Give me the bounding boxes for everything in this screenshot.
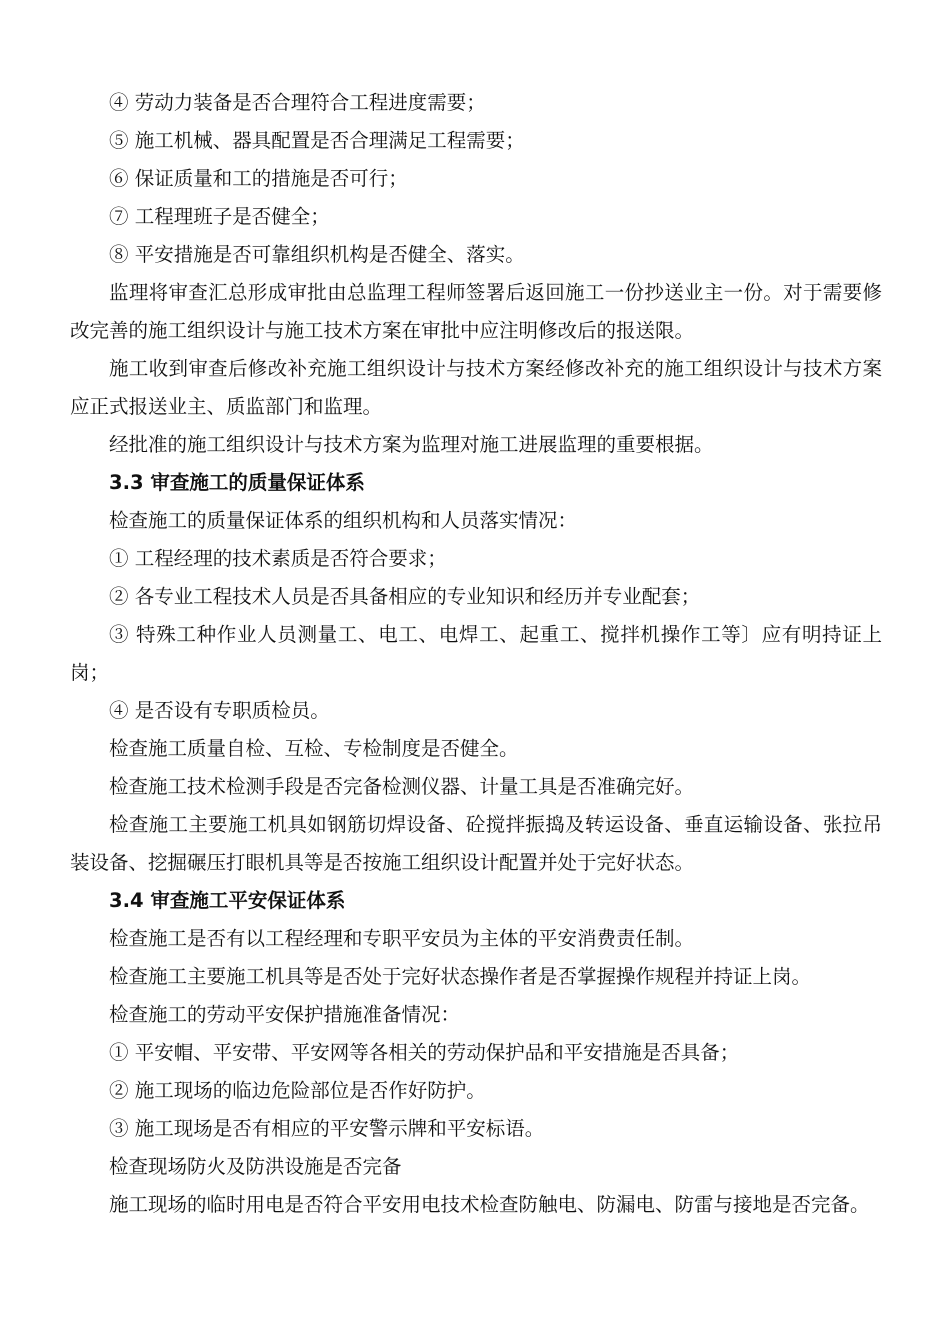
paragraph-machinery-status: 检查施工主要施工机具等是否处于完好状态操作者是否掌握操作规程并持证上岗。 [109, 965, 812, 988]
list-item-edge-protection: ② 施工现场的临边危险部位是否作好防护。 [109, 1079, 486, 1102]
list-item-quality-inspector: ④ 是否设有专职质检员。 [109, 699, 330, 722]
paragraph-temporary-power: 施工现场的临时用电是否符合平安用电技术检查防触电、防漏电、防雷与接地是否完备。 [109, 1193, 870, 1216]
list-item-manager-quality: ① 工程经理的技术素质是否符合要求； [109, 547, 447, 570]
list-item-safety-measures: ⑧ 平安措施是否可靠组织机构是否健全、落实。 [109, 243, 525, 266]
list-item-special-workers: ③ 特殊工种作业人员测量工、电工、电焊工、起重工、搅拌机操作工等〕应有明持证上岗； [70, 623, 882, 684]
section-heading-3-4: 3.4 审查施工平安保证体系 [109, 889, 346, 912]
list-item-management-team: ⑦ 工程理班子是否健全； [109, 205, 330, 228]
paragraph-testing-means: 检查施工技术检测手段是否完备检测仪器、计量工具是否准确完好。 [109, 775, 695, 798]
paragraph-fire-flood: 检查现场防火及防洪设施是否完备 [109, 1155, 402, 1178]
list-item-protective-gear: ① 平安帽、平安带、平安网等各相关的劳动保护品和平安措施是否具备； [109, 1041, 740, 1064]
paragraph-approved-basis: 经批准的施工组织设计与技术方案为监理对施工进展监理的重要根据。 [109, 433, 714, 456]
section-heading-3-3: 3.3 审查施工的质量保证体系 [109, 471, 365, 494]
list-item-warning-signs: ③ 施工现场是否有相应的平安警示牌和平安标语。 [109, 1117, 545, 1140]
paragraph-machinery-check: 检查施工主要施工机具如钢筋切焊设备、砼搅拌振捣及转运设备、垂直运输设备、张拉吊装设备、挖掘碾压打眼机具等是否按施工组织设计配置并处于完好状态。 [70, 813, 882, 874]
paragraph-revision: 施工收到审查后修改补充施工组织设计与技术方案经修改补充的施工组织设计与技术方案应正式报送业主、质监部门和监理。 [70, 357, 882, 418]
paragraph-quality-org: 检查施工的质量保证体系的组织机构和人员落实情况： [109, 509, 578, 532]
list-item-machinery: ⑤ 施工机械、器具配置是否合理满足工程需要； [109, 129, 525, 152]
paragraph-safety-responsibility: 检查施工是否有以工程经理和专职平安员为主体的平安消费责任制。 [109, 927, 695, 950]
paragraph-protection-prep: 检查施工的劳动平安保护措施准备情况： [109, 1003, 461, 1026]
list-item-quality-measures: ⑥ 保证质量和工的措施是否可行； [109, 167, 408, 190]
list-item-labor: ④ 劳动力装备是否合理符合工程进度需要； [109, 91, 486, 114]
paragraph-review-summary: 监理将审查汇总形成审批由总监理工程师签署后返回施工一份抄送业主一份。对于需要修改完善的施工组织设计与施工技术方案在审批中应注明修改后的报送限。 [70, 281, 882, 342]
paragraph-inspection-system: 检查施工质量自检、互检、专检制度是否健全。 [109, 737, 519, 760]
list-item-technical-staff: ② 各专业工程技术人员是否具备相应的专业知识和经历并专业配套； [109, 585, 701, 608]
document-body [70, 84, 882, 1224]
